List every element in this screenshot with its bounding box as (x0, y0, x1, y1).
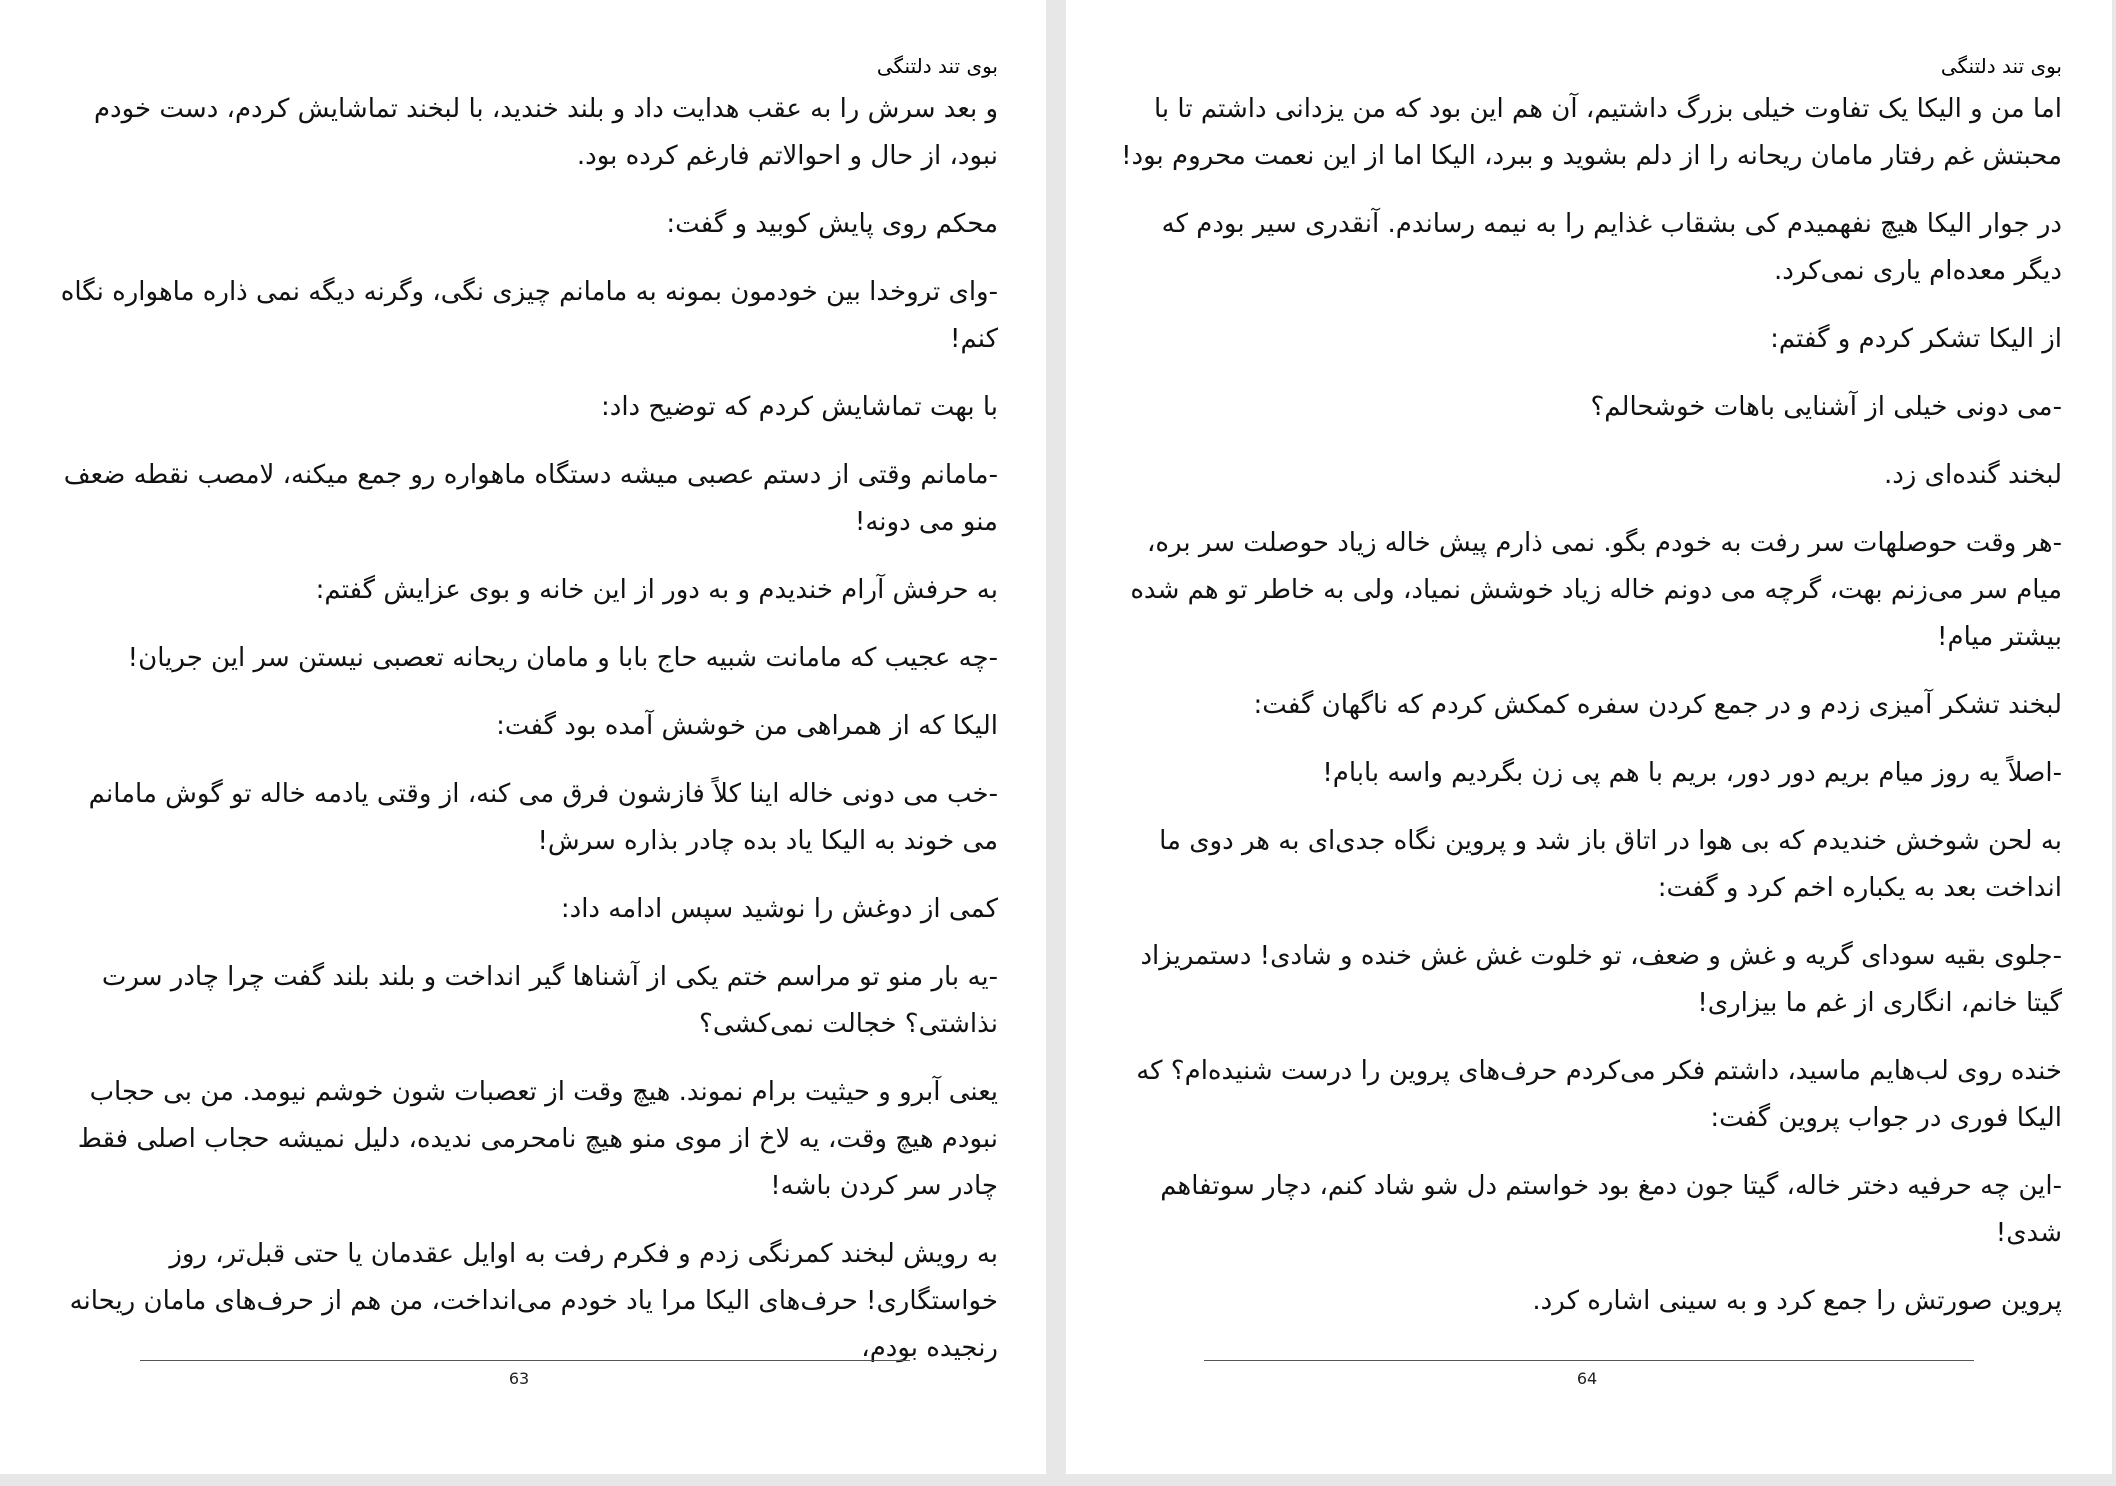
paragraph: و بعد سرش را به عقب هدایت داد و بلند خندید، با لبخند تماشایش کردم، دست خودم نبود، از حال و احوالاتم فارغم کرده بود. (93, 94, 998, 171)
footer-divider (1204, 1360, 1974, 1361)
paragraph: -خب می دونی خاله اینا کلاً فازشون فرق می کنه، از وقتی یادمه خاله تو گوش مامانم می خوند به الیکا یاد بده چادر بذاره سرش! (88, 779, 998, 856)
page-63 (0, 0, 1046, 1474)
page-body (1114, 86, 2062, 1346)
paragraph: خنده روی لب‌هایم ماسید، داشتم فکر می‌کردم حرف‌های پروین را درست شنیده‌ام؟ که الیکا فوری در جواب پروین گفت: (1136, 1056, 2062, 1133)
paragraph: در جوار الیکا هیچ نفهمیدم کی بشقاب غذایم را به نیمه رساندم. آنقدری سیر بودم که دیگر معده‌ام یاری نمی‌کرد. (1161, 209, 2062, 286)
paragraph: به حرفش آرام خندیدم و به دور از این خانه و بوی عزایش گفتم: (315, 575, 998, 605)
paragraph: -این چه حرفیه دختر خاله، گیتا جون دمغ بود خواستم دل شو شاد کنم، دچار سوتفاهم شدی! (1160, 1171, 2062, 1248)
paragraph: -جلوی بقیه سودای گریه و غش و ضعف، تو خلوت غش غش خنده و شادی! دستمریزاد گیتا خانم، انگاری از غم ما بیزاری! (1140, 941, 2062, 1018)
page-number: 63 (508, 1369, 530, 1388)
running-head: بوی تند دلتنگی (1940, 54, 2062, 78)
page-number: 64 (1576, 1369, 1598, 1388)
paragraph: -یه بار منو تو مراسم ختم یکی از آشناها گیر انداخت و بلند بلند گفت چرا چادر سرت نذاشتی؟ خجالت نمی‌کشی؟ (101, 962, 998, 1039)
paragraph: الیکا که از همراهی من خوشش آمده بود گفت: (496, 711, 998, 741)
paragraph: از الیکا تشکر کردم و گفتم: (1770, 324, 2062, 354)
paragraph: -وای تروخدا بین خودمون بمونه به مامانم چیزی نگی، وگرنه دیگه نمی ذاره ماهواره نگاه کنم! (60, 277, 998, 354)
page-body (52, 86, 998, 1393)
paragraph: اما من و الیکا یک تفاوت خیلی بزرگ داشتیم، آن هم این بود که من یزدانی داشتم تا با محبتش غم رفتار مامان ریحانه را از دلم بشوید و ببرد، الیکا اما از این نعمت محروم بود! (1121, 94, 2062, 171)
paragraph: لبخند تشکر آمیزی زدم و در جمع کردن سفره کمکش کردم که ناگهان گفت: (1253, 690, 2062, 720)
running-head: بوی تند دلتنگی (876, 54, 998, 78)
paragraph: -چه عجیب که مامانت شبیه حاج بابا و مامان ریحانه تعصبی نیستن سر این جریان! (127, 643, 998, 673)
paragraph: -مامانم وقتی از دستم عصبی میشه دستگاه ماهواره رو جمع میکنه، لامصب نقطه ضعف منو می دونه! (63, 460, 998, 537)
paragraph: کمی از دوغش را نوشید سپس ادامه داد: (560, 894, 998, 924)
paragraph: -هر وقت حوصلهات سر رفت به خودم بگو. نمی ذارم پیش خاله زیاد حوصلت سر بره، میام سر می‌زنم بهت، گرچه می دونم خاله زیاد خوشش نمیاد، ولی به خاطر تو هم شده بیشتر میام! (1130, 528, 2062, 652)
paragraph: -می دونی خیلی از آشنایی باهات خوشحالم؟ (1590, 392, 2062, 422)
paragraph: -اصلاً یه روز میام بریم دور دور، بریم با هم پی زن بگردیم واسه بابام! (1322, 758, 2062, 788)
paragraph: به رویش لبخند کمرنگی زدم و فکرم رفت به اوایل عقدمان یا حتی قبل‌تر، روز خواستگاری! حرف‌های الیکا مرا یاد خودم می‌انداخت، من هم از حرف‌های مامان ریحانه رنجیده بودم، (69, 1239, 998, 1363)
paragraph: به لحن شوخش خندیدم که بی هوا در اتاق باز شد و پروین نگاه جدی‌ای به هر دوی ما انداخت بعد به یکباره اخم کرد و گفت: (1159, 826, 2062, 903)
paragraph: پروین صورتش را جمع کرد و به سینی اشاره کرد. (1532, 1286, 2062, 1316)
paragraph: لبخند گنده‌ای زد. (1883, 460, 2062, 490)
footer-divider (140, 1360, 910, 1361)
paragraph: یعنی آبرو و حیثیت برام نموند. هیچ وقت از تعصبات شون خوشم نیومد. من بی حجاب نبودم هیچ وقت، یه لاخ از موی منو هیچ نامحرمی ندیده، دلیل نمیشه حجاب اصلی فقط چادر سر کردن باشه! (77, 1077, 998, 1201)
paragraph: با بهت تماشایش کردم که توضیح داد: (600, 392, 998, 422)
paragraph: محکم روی پایش کوبید و گفت: (666, 209, 998, 239)
page-64 (1066, 0, 2112, 1474)
